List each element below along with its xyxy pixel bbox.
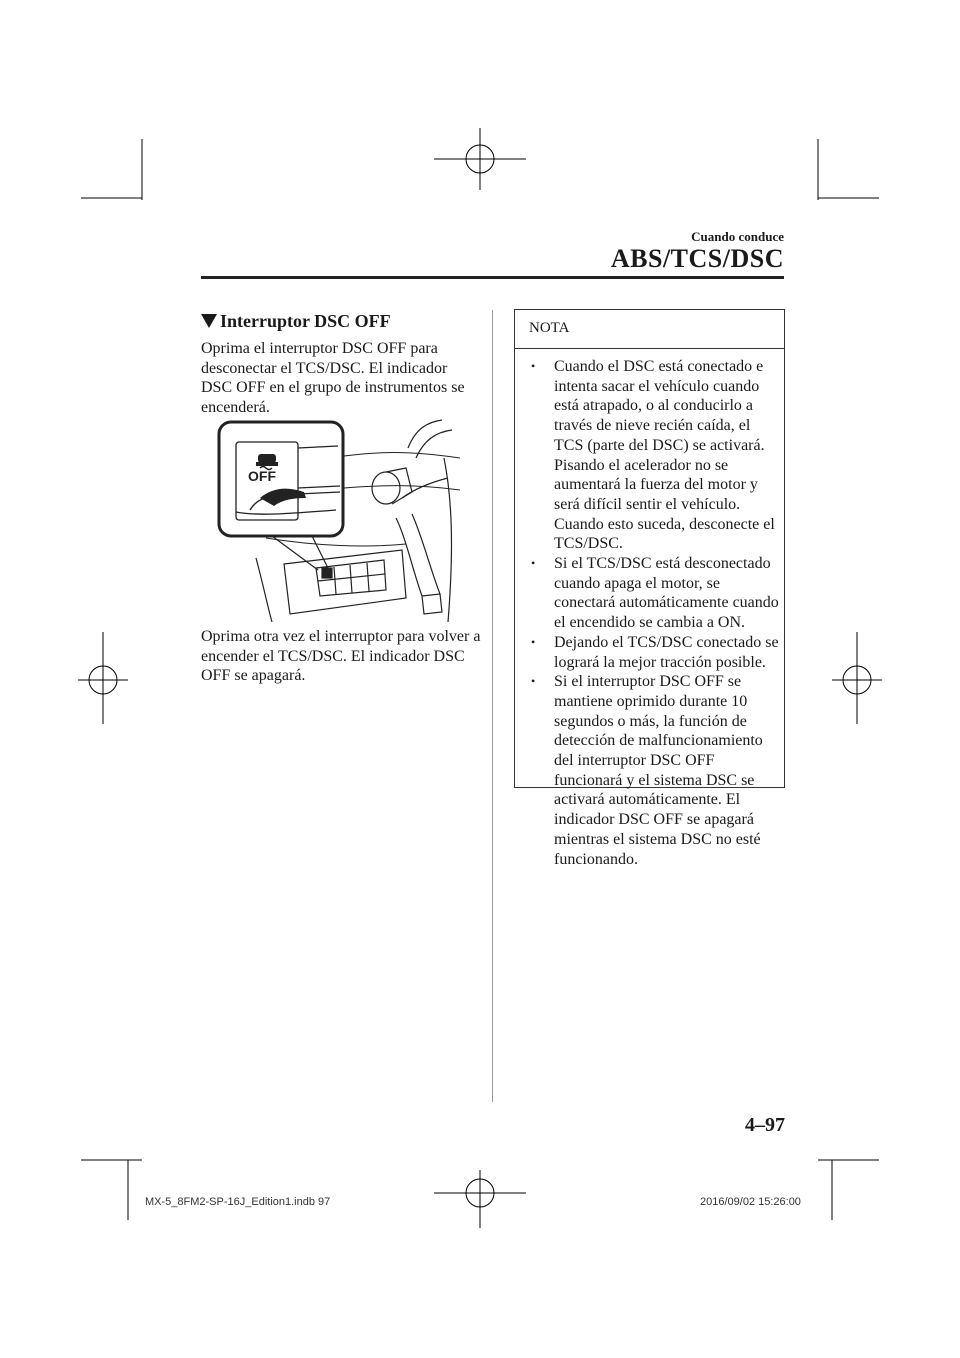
header-rule: [201, 276, 784, 279]
note-list: [529, 357, 781, 869]
column-divider: [492, 310, 493, 1102]
paragraph-2: Oprima otra vez el interruptor para volver a encender el TCS/DSC. El indicador DSC OFF se apagará.: [201, 628, 481, 685]
footer-timestamp: 2016/09/02 15:26:00: [700, 1196, 801, 1208]
subsection-heading: [201, 311, 391, 332]
switch-off-label: OFF: [248, 468, 276, 484]
section-header: ABS/TCS/DSC: [610, 244, 784, 273]
chapter-title: Cuando conduce: [691, 229, 784, 244]
subsection-heading-text: Interruptor DSC OFF: [220, 311, 391, 331]
dsc-off-switch-illustration: [216, 418, 460, 622]
note-item: • Si el TCS/DSC está desconectado cuando apaga el motor, se conectará automáticamente cuando el encendido se cambia a ON.: [529, 554, 781, 633]
note-item: • Dejando el TCS/DSC conectado se logrará la mejor tracción posible.: [529, 633, 781, 672]
note-box: [514, 309, 785, 868]
note-item: • Si el interruptor DSC OFF se mantiene oprimido durante 10 segundos o más, la función de detección de malfuncionamiento del interruptor DSC OFF funcionará y el sistema DSC se activará automáticamente. El indicador DSC OFF se apagará mientras el sistema DSC no esté funcionando.: [529, 672, 781, 869]
note-item: • Cuando el DSC está conectado e intenta sacar el vehículo cuando está atrapado, o al conducirlo a través de nieve recién caída, el TCS (parte del DSC) se activará. Pisando el acelerador no se aumentará la fuerza del motor y será difícil sentir el vehículo. Cuando esto suceda, desconecte el TCS/DSC.: [529, 357, 781, 554]
footer-filename: MX-5_8FM2-SP-16J_Edition1.indb 97: [145, 1196, 331, 1208]
note-header: [515, 310, 784, 349]
triangle-bullet-icon: [201, 314, 217, 328]
page-number: 4–97: [745, 1114, 785, 1136]
note-label: NOTA: [529, 320, 570, 336]
paragraph-1: Oprima el interruptor DSC OFF para desconectar el TCS/DSC. El indicador DSC OFF en el grupo de instrumentos se encenderá.: [201, 340, 465, 416]
